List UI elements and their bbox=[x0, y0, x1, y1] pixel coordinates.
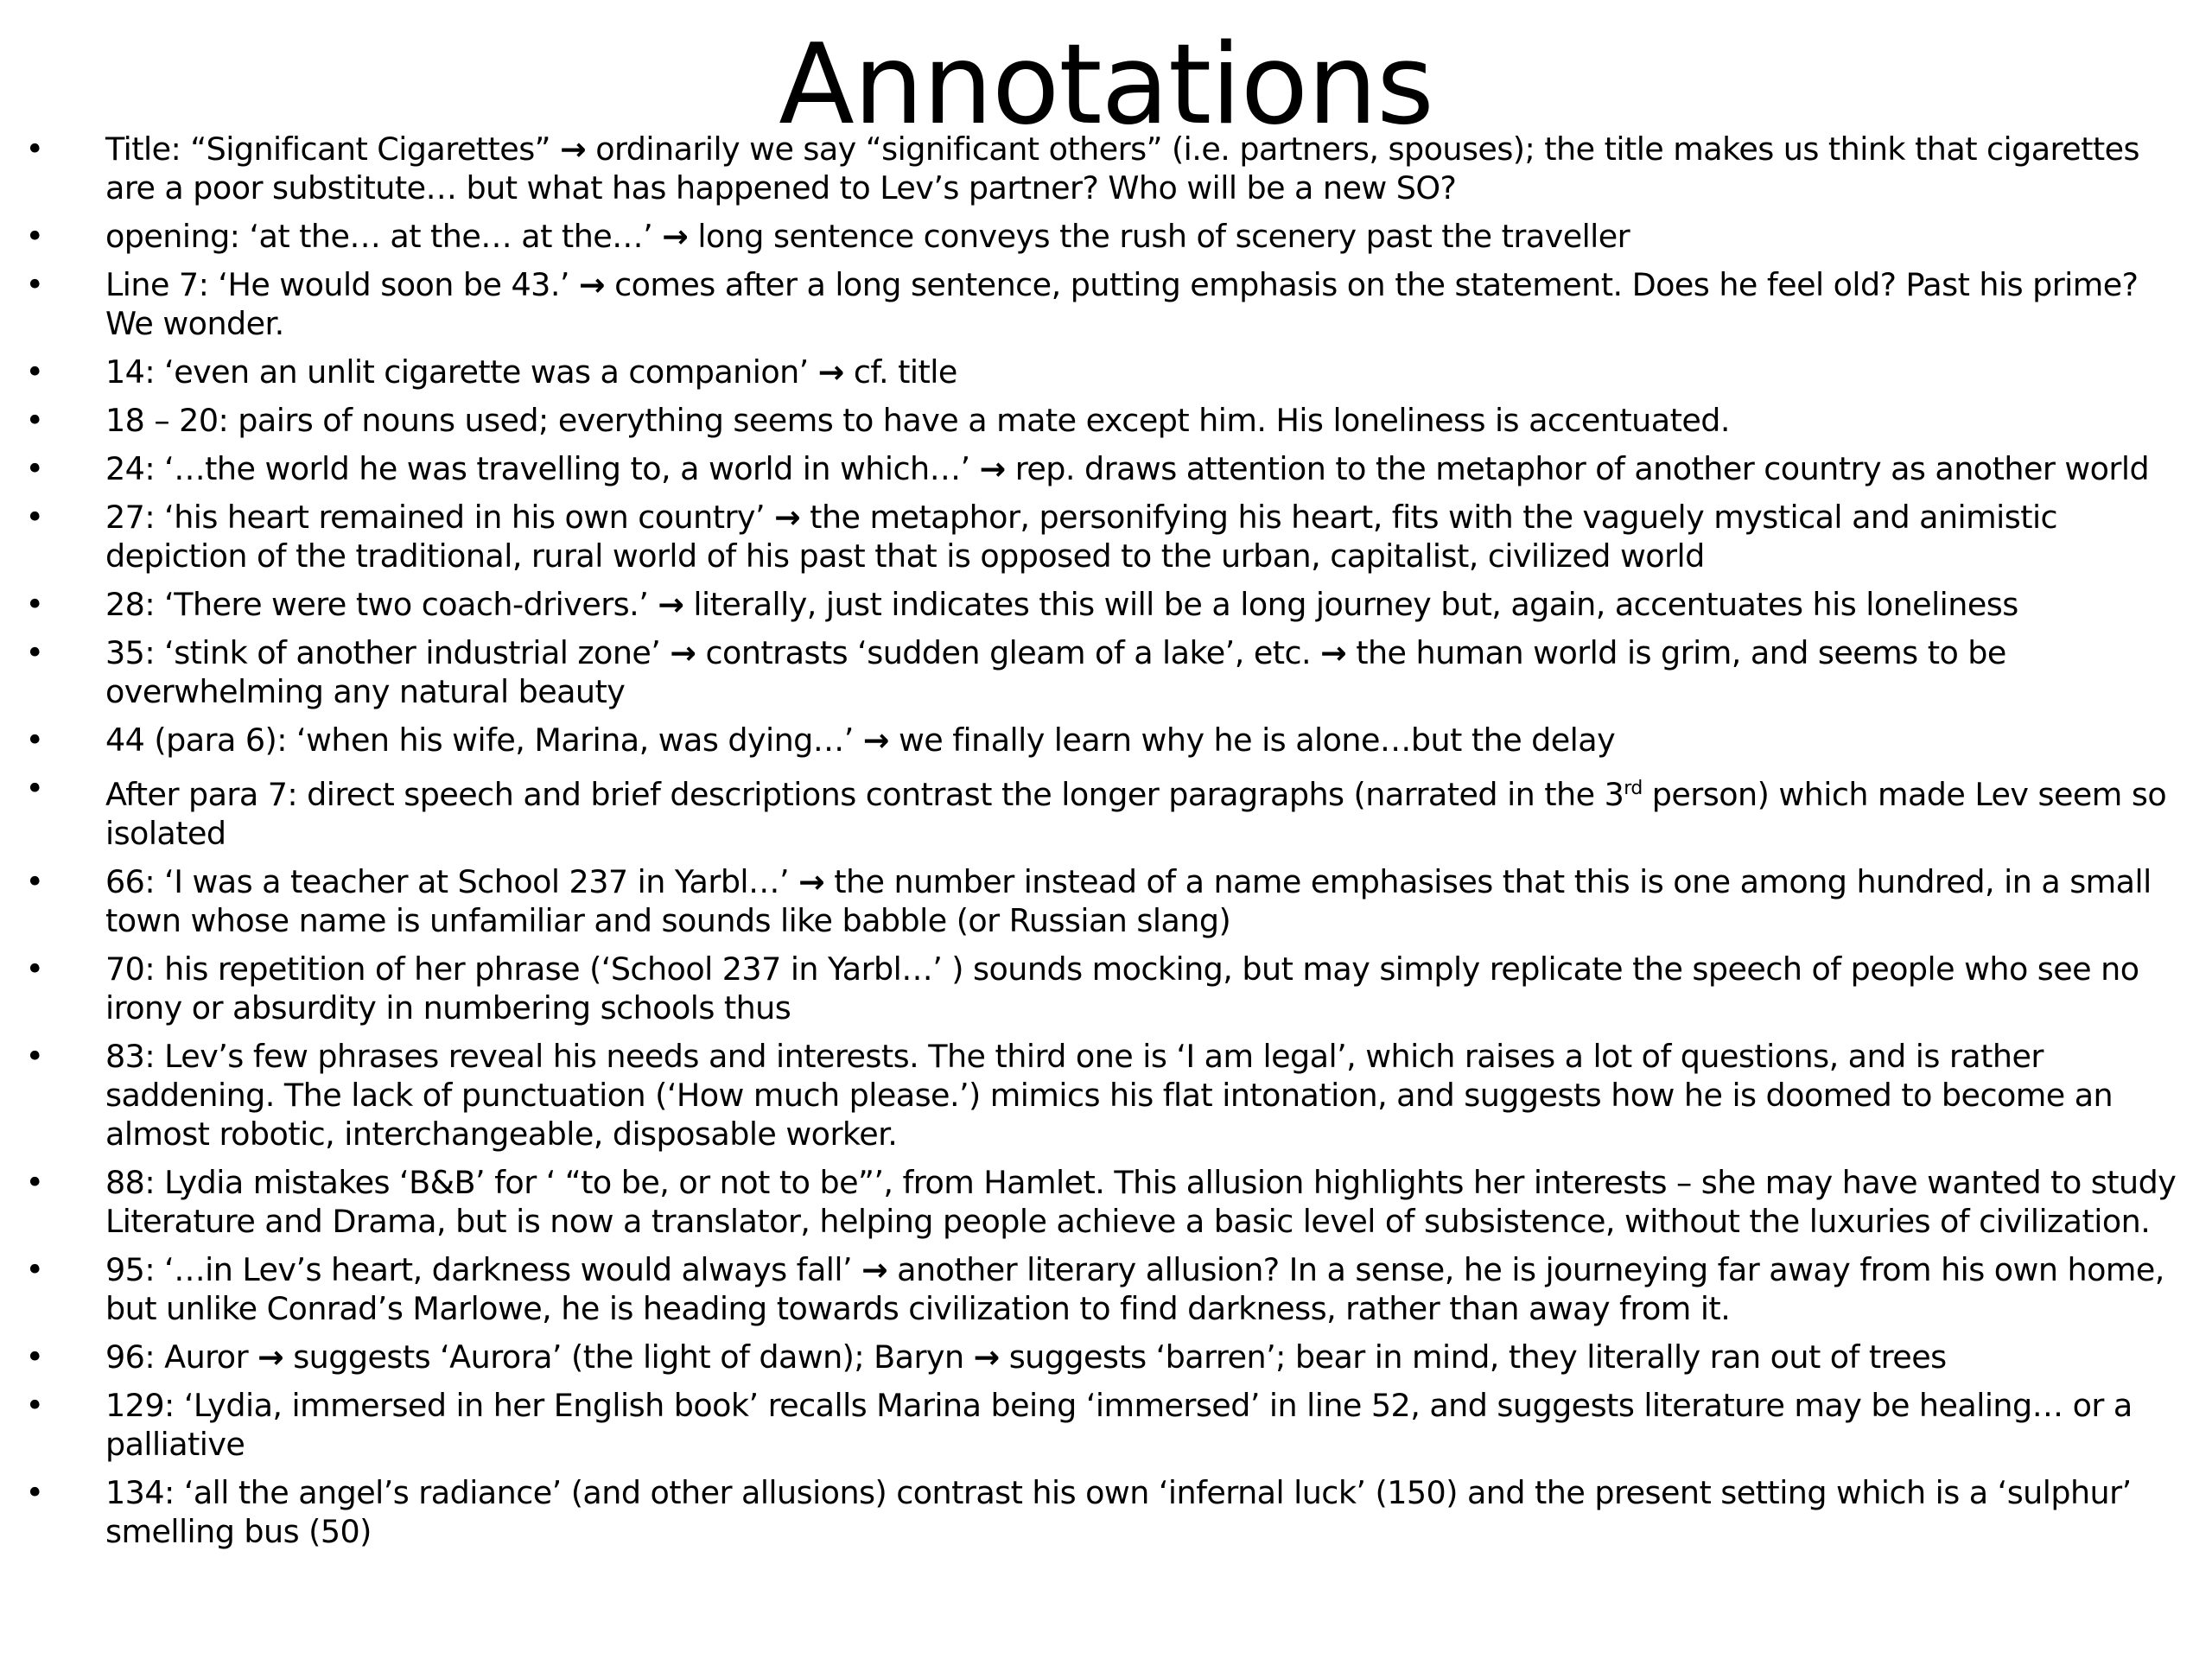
bullet-icon: • bbox=[25, 266, 44, 303]
bullet-icon: • bbox=[25, 1164, 44, 1202]
bullet-icon: • bbox=[25, 634, 44, 671]
list-item-text: 28: ‘There were two coach-drivers.’ → literally, just indicates this will be a long journey but, again, accentuates his loneliness bbox=[105, 586, 2018, 623]
list-item-text: After para 7: direct speech and brief descriptions contrast the longer paragraphs (narrated in the 3rd person) which made Lev seem so isolated bbox=[105, 776, 2167, 853]
list-item bbox=[0, 633, 2212, 711]
list-item bbox=[0, 862, 2212, 940]
bullet-icon: • bbox=[25, 721, 44, 759]
list-item-text: 14: ‘even an unlit cigarette was a companion’ → cf. title bbox=[105, 353, 957, 391]
arrow-icon: → bbox=[1320, 634, 1347, 671]
list-item-text: 134: ‘all the angel’s radiance’ (and other allusions) contrast his own ‘infernal luck’ (150) and the present setting which is a ‘sulphur’ smelling bus (50) bbox=[105, 1474, 2132, 1551]
arrow-icon: → bbox=[798, 863, 825, 901]
list-item bbox=[0, 950, 2212, 1027]
bullet-icon: • bbox=[25, 950, 44, 988]
list-item-text: Title: “Significant Cigarettes” → ordinarily we say “significant others” (i.e. partners, spouses); the title makes us think that cigarettes are a poor substitute… but what has happened to Lev’s partner? Who will be a new SO? bbox=[105, 130, 2140, 207]
arrow-icon: → bbox=[578, 266, 606, 303]
arrow-icon: → bbox=[662, 218, 689, 255]
list-item-text: 24: ‘…the world he was travelling to, a world in which…’ → rep. draws attention to the metaphor of another country as another world bbox=[105, 450, 2150, 487]
bullet-icon: • bbox=[25, 1474, 44, 1512]
bullet-icon: • bbox=[25, 130, 44, 168]
list-item bbox=[0, 401, 2212, 440]
bullet-icon: • bbox=[25, 1338, 44, 1376]
arrow-icon: → bbox=[257, 1338, 284, 1376]
bullet-icon: • bbox=[25, 770, 44, 807]
bullet-icon: • bbox=[25, 586, 44, 623]
bullet-icon: • bbox=[25, 353, 44, 391]
list-item bbox=[0, 449, 2212, 488]
list-item bbox=[0, 498, 2212, 575]
list-item-text: 27: ‘his heart remained in his own country’ → the metaphor, personifying his heart, fits with the vaguely mystical and animistic depiction of the traditional, rural world of his past that is opposed to the urban, capitalist, civilized world bbox=[105, 499, 2058, 575]
list-item bbox=[0, 130, 2212, 207]
list-item-text: 44 (para 6): ‘when his wife, Marina, was dying…’ → we finally learn why he is alone…but the delay bbox=[105, 721, 1616, 759]
arrow-icon: → bbox=[774, 499, 801, 536]
list-item bbox=[0, 1037, 2212, 1154]
bullet-icon: • bbox=[25, 1038, 44, 1076]
list-item bbox=[0, 1473, 2212, 1551]
arrow-icon: → bbox=[658, 586, 684, 623]
list-item bbox=[0, 265, 2212, 343]
list-item-text: 70: his repetition of her phrase (‘School 237 in Yarbl…’ ) sounds mocking, but may simply replicate the speech of people who see no irony or absurdity in numbering schools thus bbox=[105, 950, 2139, 1027]
bullet-icon: • bbox=[25, 450, 44, 487]
slide-title: Annotations bbox=[779, 21, 1433, 149]
bullet-icon: • bbox=[25, 402, 44, 439]
list-item-text: 88: Lydia mistakes ‘B&B’ for ‘ “to be, or not to be”’, from Hamlet. This allusion highlights her interests – she may have wanted to study Literature and Drama, but is now a translator, helping people achieve a basic level of subsistence, without the luxuries of civilization. bbox=[105, 1164, 2177, 1241]
list-item bbox=[0, 721, 2212, 760]
list-item-text: 96: Auror → suggests ‘Aurora’ (the light of dawn); Baryn → suggests ‘barren’; bear in mind, they literally ran out of trees bbox=[105, 1338, 1947, 1376]
bullet-icon: • bbox=[25, 1251, 44, 1289]
list-item-text: 83: Lev’s few phrases reveal his needs and interests. The third one is ‘I am legal’, which raises a lot of questions, and is rather saddening. The lack of punctuation (‘How much please.’) mimics his flat intonation, and suggests how he is doomed to become an almost robotic, interchangeable, disposable worker. bbox=[105, 1038, 2113, 1154]
bullet-icon: • bbox=[25, 218, 44, 255]
list-item bbox=[0, 1338, 2212, 1376]
list-item bbox=[0, 1386, 2212, 1464]
arrow-icon: → bbox=[670, 634, 696, 671]
list-item bbox=[0, 217, 2212, 256]
list-item bbox=[0, 1163, 2212, 1241]
arrow-icon: → bbox=[861, 1251, 888, 1289]
list-item-text: 66: ‘I was a teacher at School 237 in Yarbl…’ → the number instead of a name emphasises that this is one among hundred, in a small town whose name is unfamiliar and sounds like babble (or Russian slang) bbox=[105, 863, 2152, 940]
list-item bbox=[0, 353, 2212, 391]
arrow-icon: → bbox=[560, 130, 587, 168]
bullet-icon: • bbox=[25, 863, 44, 901]
list-item-text: 95: ‘…in Lev’s heart, darkness would always fall’ → another literary allusion? In a sense, he is journeying far away from his own home, but unlike Conrad’s Marlowe, he is heading towards civilization to find darkness, rather than away from it. bbox=[105, 1251, 2164, 1328]
arrow-icon: → bbox=[979, 450, 1006, 487]
list-item-text: Line 7: ‘He would soon be 43.’ → comes after a long sentence, putting emphasis on the statement. Does he feel old? Past his prime? We wonder. bbox=[105, 266, 2139, 342]
bullet-icon: • bbox=[25, 499, 44, 536]
bullet-icon: • bbox=[25, 1387, 44, 1425]
list-item-text: 129: ‘Lydia, immersed in her English book’ recalls Marina being ‘immersed’ in line 52, and suggests literature may be healing… or a palliative bbox=[105, 1387, 2133, 1464]
list-item bbox=[0, 585, 2212, 624]
arrow-icon: → bbox=[817, 353, 844, 391]
arrow-icon: → bbox=[973, 1338, 1000, 1376]
list-item-text: opening: ‘at the… at the… at the…’ → long sentence conveys the rush of scenery past the traveller bbox=[105, 218, 1630, 255]
list-item bbox=[0, 769, 2212, 853]
arrow-icon: → bbox=[862, 721, 889, 759]
list-item-text: 18 – 20: pairs of nouns used; everything seems to have a mate except him. His loneliness is accentuated. bbox=[105, 402, 1730, 439]
list-item bbox=[0, 1250, 2212, 1328]
annotation-list bbox=[0, 130, 2212, 1560]
list-item-text: 35: ‘stink of another industrial zone’ → contrasts ‘sudden gleam of a lake’, etc. → the human world is grim, and seems to be overwhelming any natural beauty bbox=[105, 634, 2006, 710]
